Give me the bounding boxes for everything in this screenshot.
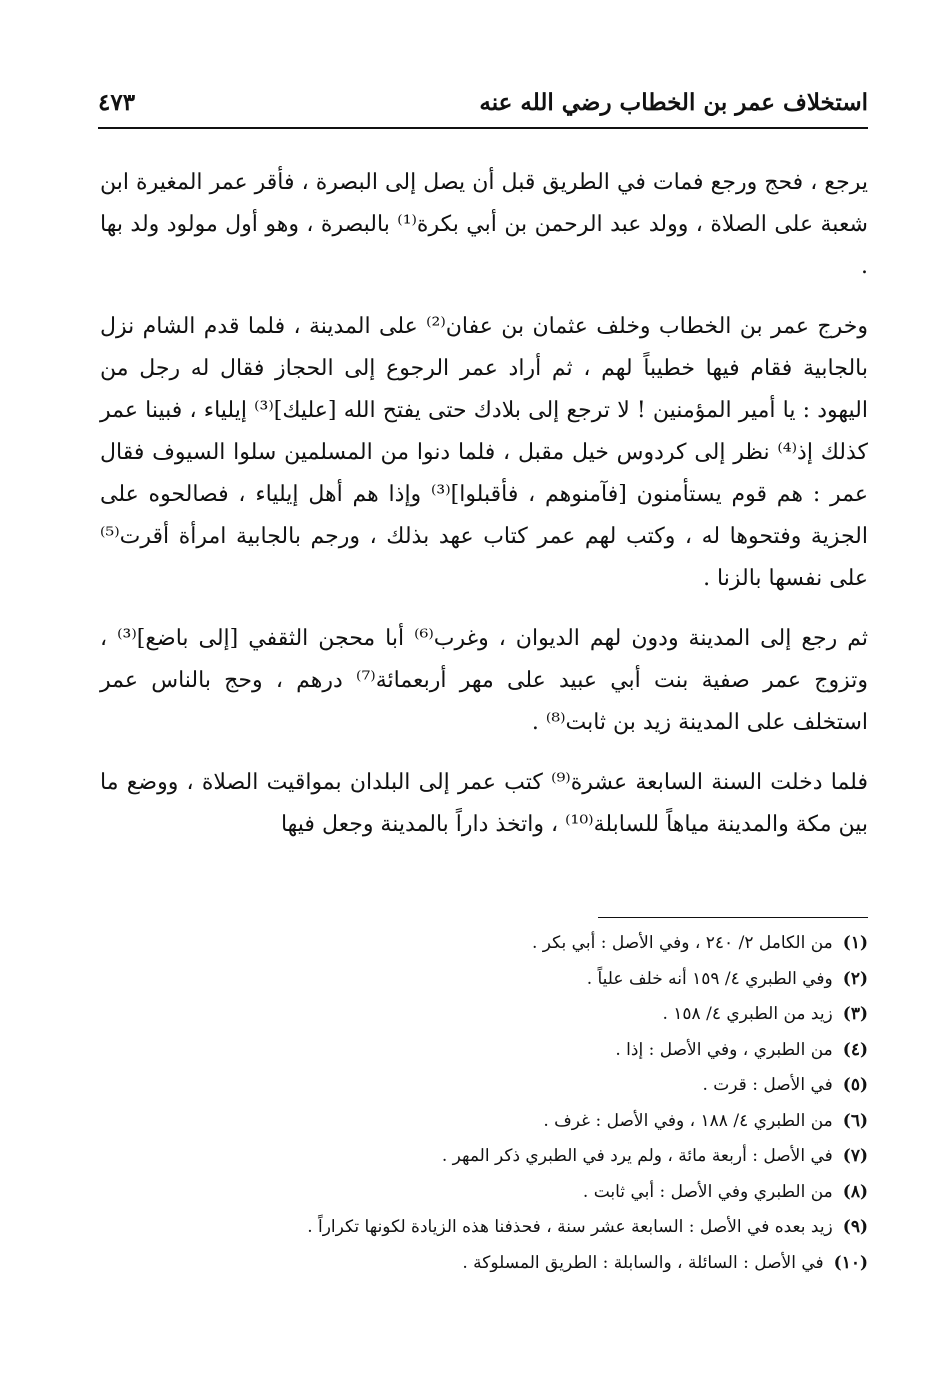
footnote-text: من الطبري ٤/ ١٨٨ ، وفي الأصل : غرف .	[543, 1110, 833, 1131]
paragraph: وخرج عمر بن الخطاب وخلف عثمان بن عفان⁽²⁾ على المدينة ، فلما قدم الشام نزل بالجابية فقام فيها خطيباً لهم ، ثم أراد عمر الرجوع إلى الحجاز فقال له رجل من اليهود : يا أمير المؤمنين ! لا ترجع إلى بلادك حتى يفتح الله [عليك]⁽³⁾ إيلياء ، فبينا عمر كذلك إذ⁽⁴⁾ نظر إلى كردوس خيل مقبل ، فلما دنوا من المسلمين سلوا السيوف فقال عمر : هم قوم يستأمنون [فآمنوهم ، فأقبلوا]⁽³⁾ وإذا هم أهل إيلياء ، فصالحوه على الجزية وفتحوها له ، وكتب لهم عمر كتاب عهد بذلك ، ورجم بالجابية امرأة أقرت⁽⁵⁾ على نفسها بالزنا .	[100, 314, 869, 591]
footnote-number: (٦)	[842, 1110, 868, 1131]
page-header	[98, 88, 868, 128]
main-text	[100, 162, 868, 864]
footnote-text: في الأصل : السائلة ، والسابلة : الطريق المسلوكة .	[462, 1252, 824, 1273]
footnote-number: (٩)	[842, 1217, 868, 1237]
footnote-text: من الطبري وفي الأصل : أبي ثابت .	[582, 1181, 833, 1202]
header-rule	[98, 127, 868, 129]
footnote-text: في الأصل : قرت .	[702, 1075, 833, 1095]
footnote-number: (٤)	[842, 1039, 868, 1060]
page-number: ٤٧٣	[98, 89, 136, 116]
footnote	[100, 1139, 868, 1175]
footnote-number: (٣)	[842, 1004, 868, 1024]
footnote-number: (٨)	[842, 1181, 868, 1202]
paragraph: يرجع ، فحج ورجع فمات في الطريق قبل أن يصل إلى البصرة ، فأقر عمر المغيرة ابن شعبة على الصلاة ، وولد عبد الرحمن بن أبي بكرة⁽¹⁾ بالبصرة ، وهو أول مولود ولد بها .	[100, 170, 868, 279]
footnote	[100, 1104, 868, 1140]
footnote	[100, 962, 868, 998]
footnote	[100, 1068, 868, 1104]
running-title: استخلاف عمر بن الخطاب رضي الله عنه	[479, 89, 868, 116]
footnote-number: (١٠)	[833, 1252, 868, 1273]
paragraph: ثم رجع إلى المدينة ودون لهم الديوان ، وغرب⁽⁶⁾ أبا محجن الثقفي [إلى باضع]⁽³⁾ ، وتزوج عمر صفية بنت أبي عبيد على مهر أربعمائة⁽⁷⁾ درهم ، وحج بالناس عمر استخلف على المدينة زيد بن ثابت⁽⁸⁾ .	[100, 626, 868, 735]
footnote	[100, 1175, 868, 1211]
paragraph: فلما دخلت السنة السابعة عشرة⁽⁹⁾ كتب عمر إلى البلدان بمواقيت الصلاة ، ووضع ما بين مكة والمدينة مياهاً للسابلة⁽¹⁰⁾ ، واتخذ داراً بالمدينة وجعل فيها	[100, 770, 868, 837]
footnote-text: من الطبري ، وفي الأصل : إذا .	[615, 1039, 833, 1060]
footnote-number: (٥)	[842, 1075, 868, 1095]
footnote-text: وفي الطبري ٤/ ١٥٩ أنه خلف علياً .	[586, 968, 833, 989]
footnote-text: زيد من الطبري ٤/ ١٥٨ .	[662, 1004, 833, 1024]
footnote	[100, 1210, 868, 1246]
footnote	[100, 1033, 868, 1069]
footnote	[100, 997, 868, 1033]
footnote-text: من الكامل ٢/ ٢٤٠ ، وفي الأصل : أبي بكر .	[531, 933, 833, 953]
footnote-number: (١)	[842, 933, 868, 953]
footnote	[100, 1246, 868, 1282]
footnote-text: في الأصل : أربعة مائة ، ولم يرد في الطبري ذكر المهر .	[441, 1146, 833, 1166]
footnote	[100, 926, 868, 962]
footnote-text: زيد بعده في الأصل : السابعة عشر سنة ، فحذفنا هذه الزيادة لكونها تكراراً .	[307, 1217, 833, 1237]
footnotes	[100, 926, 868, 1281]
footnote-number: (٢)	[842, 968, 868, 989]
footnote-separator	[598, 917, 868, 918]
footnote-number: (٧)	[842, 1146, 868, 1166]
